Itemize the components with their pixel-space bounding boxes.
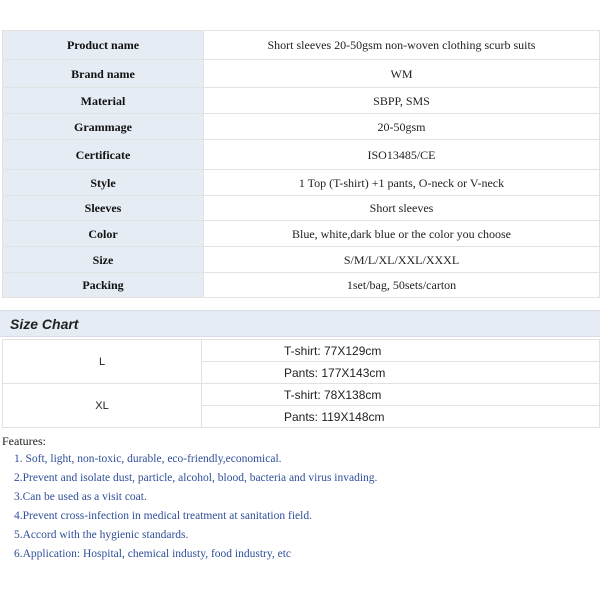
spec-value: SBPP, SMS <box>204 88 600 114</box>
spec-label: Brand name <box>3 60 204 88</box>
spec-value: Short sleeves <box>204 196 600 221</box>
spec-row-certificate <box>3 140 600 170</box>
spec-label: Packing <box>3 273 204 298</box>
spec-row-product-name <box>3 31 600 60</box>
spec-label: Grammage <box>3 114 204 140</box>
spec-value: 20-50gsm <box>204 114 600 140</box>
size-row-l-top <box>3 340 600 362</box>
spec-row-material <box>3 88 600 114</box>
spec-row-style <box>3 170 600 196</box>
feature-item: 2.Prevent and isolate dust, particle, alcohol, blood, bacteria and virus invading. <box>14 472 378 484</box>
spec-label: Color <box>3 221 204 247</box>
spec-label: Certificate <box>3 140 204 170</box>
spec-label: Style <box>3 170 204 196</box>
spec-row-packing <box>3 273 600 298</box>
size-row-xl-top <box>3 384 600 406</box>
spec-label: Sleeves <box>3 196 204 221</box>
feature-item: 5.Accord with the hygienic standards. <box>14 529 189 541</box>
spec-value: Short sleeves 20-50gsm non-woven clothing scurb suits <box>204 31 600 60</box>
features-title: Features: <box>2 434 46 448</box>
spec-row-sleeves <box>3 196 600 221</box>
spec-value: WM <box>204 60 600 88</box>
product-spec-table <box>2 30 600 298</box>
spec-label: Material <box>3 88 204 114</box>
spec-row-color <box>3 221 600 247</box>
feature-item: 4.Prevent cross-infection in medical treatment at sanitation field. <box>14 510 312 522</box>
spec-row-grammage <box>3 114 600 140</box>
size-chart-title: Size Chart <box>10 316 79 332</box>
feature-item: 3.Can be used as a visit coat. <box>14 491 147 503</box>
pants-measurement: Pants: 177X143cm <box>202 362 600 384</box>
size-label: L <box>3 340 202 384</box>
spec-value: 1 Top (T-shirt) +1 pants, O-neck or V-neck <box>204 170 600 196</box>
spec-label: Product name <box>3 31 204 60</box>
size-label: XL <box>3 384 202 428</box>
spec-value: S/M/L/XL/XXL/XXXL <box>204 247 600 273</box>
spec-value: Blue, white,dark blue or the color you choose <box>204 221 600 247</box>
size-chart-header <box>0 310 600 337</box>
tshirt-measurement: T-shirt: 78X138cm <box>202 384 600 406</box>
spec-row-brand-name <box>3 60 600 88</box>
feature-item: 6.Application: Hospital, chemical industy, food industry, etc <box>14 548 292 560</box>
size-chart-table <box>2 339 600 428</box>
pants-measurement: Pants: 119X148cm <box>202 406 600 428</box>
feature-list <box>2 452 598 566</box>
spec-value: 1set/bag, 50sets/carton <box>204 273 600 298</box>
tshirt-measurement: T-shirt: 77X129cm <box>202 340 600 362</box>
feature-item: 1. Soft, light, non-toxic, durable, eco-friendly,economical. <box>14 453 282 465</box>
features-section <box>2 434 598 566</box>
spec-value: ISO13485/CE <box>204 140 600 170</box>
spec-row-size <box>3 247 600 273</box>
spec-label: Size <box>3 247 204 273</box>
